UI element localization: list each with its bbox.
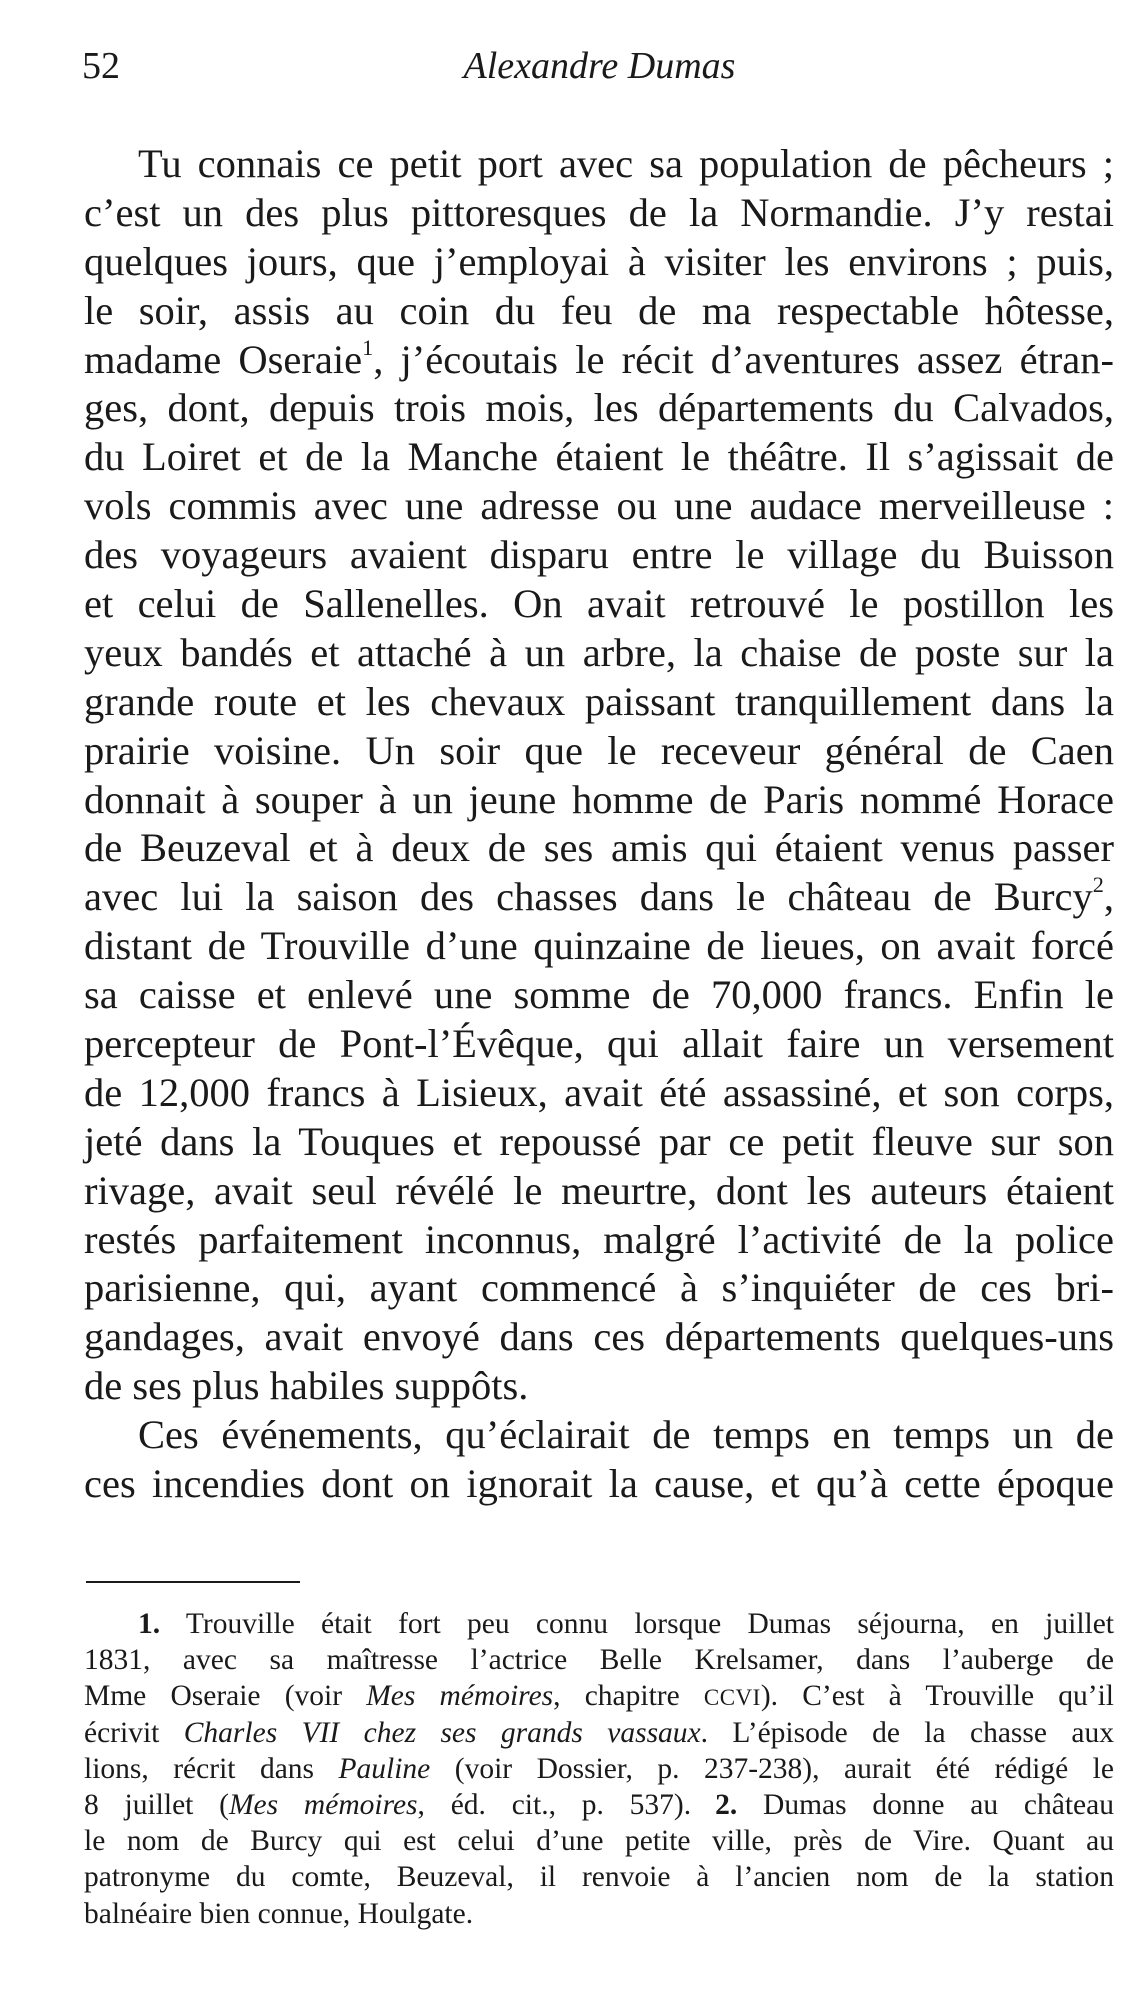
- text-line: quelques jours, que j’employai à visiter les environs ; puis,: [84, 238, 1114, 284]
- footnote-line: 1. Trouville était fort peu connu lorsque Dumas séjourna, en juillet: [138, 1608, 1114, 1640]
- text-line: restés parfaitement inconnus, malgré l’activité de la police: [84, 1216, 1114, 1262]
- text-line: de ses plus habiles suppôts.: [84, 1363, 529, 1409]
- footnote-line: écrivit Charles VII chez ses grands vassaux. L’épisode de la chasse aux: [84, 1716, 1114, 1749]
- footnote-line: le nom de Burcy qui est celui d’une petite ville, près de Vire. Quant au: [84, 1825, 1114, 1858]
- text-line: gandages, avait envoyé dans ces départements quelques-uns: [84, 1314, 1114, 1360]
- footnote-number-2: 2.: [715, 1788, 738, 1821]
- footnote-ref-2[interactable]: 2: [1092, 872, 1104, 898]
- text-line: c’est un des plus pittoresques de la Normandie. J’y restai: [84, 189, 1114, 235]
- footnote-line: 1831, avec sa maîtresse l’actrice Belle Krelsamer, dans l’auberge de: [84, 1644, 1114, 1677]
- footnote-line: patronyme du comte, Beuzeval, il renvoie à l’ancien nom de la station: [84, 1861, 1114, 1894]
- footnote-line: balnéaire bien connue, Houlgate.: [84, 1897, 474, 1930]
- footnote-line: lions, récrit dans Pauline (voir Dossier, p. 237-238), aurait été rédigé le: [84, 1752, 1114, 1785]
- text-line: avec lui la saison des chasses dans le château de Burcy$^2$,: [84, 872, 1114, 920]
- footnote-line: Mme Oseraie (voir Mes mémoires, chapitre CCVI). C’est à Trouville qu’il: [84, 1680, 1114, 1713]
- text-line: de Beuzeval et à deux de ses amis qui étaient venus passer: [84, 825, 1114, 871]
- footnote-number-1: 1.: [138, 1608, 161, 1640]
- text-line: distant de Trouville d’une quinzaine de lieues, on avait forcé: [84, 923, 1114, 969]
- text-line: le soir, assis au coin du feu de ma respectable hôtesse,: [84, 287, 1114, 333]
- text-line: percepteur de Pont-l’Évêque, qui allait faire un versement: [84, 1021, 1114, 1067]
- text-line: prairie voisine. Un soir que le receveur général de Caen: [84, 727, 1114, 773]
- text-line: donnait à souper à un jeune homme de Paris nommé Horace: [84, 776, 1114, 822]
- text-line: sa caisse et enlevé une somme de 70,000 francs. Enfin le: [84, 972, 1114, 1018]
- text-line: jeté dans la Touques et repoussé par ce petit fleuve sur son: [84, 1118, 1114, 1164]
- text-line: ges, dont, depuis trois mois, les départements du Calvados,: [84, 385, 1114, 431]
- text-line: parisienne, qui, ayant commencé à s’inquiéter de ces bri-: [84, 1265, 1114, 1311]
- text-line: des voyageurs avaient disparu entre le village du Buisson: [84, 532, 1114, 578]
- text-line: du Loiret et de la Manche étaient le théâtre. Il s’agissait de: [84, 434, 1114, 480]
- running-head: [82, 38, 1117, 94]
- page-number: 52: [82, 45, 120, 87]
- footnote-divider: [86, 1581, 300, 1583]
- text-line: ces incendies dont on ignorait la cause, et qu’à cette époque: [84, 1461, 1114, 1507]
- text-line: rivage, avait seul révélé le meurtre, dont les auteurs étaient: [84, 1167, 1114, 1213]
- text-line: madame Oseraie$^1$, j’écoutais le récit d’aventures assez étran-: [84, 334, 1114, 382]
- text-line: yeux bandés et attaché à un arbre, la chaise de poste sur la: [84, 629, 1114, 675]
- footnote-line: 8 juillet (Mes mémoires, éd. cit., p. 537). 2. Dumas donne au château: [84, 1788, 1114, 1821]
- footnotes: [84, 1606, 1114, 1932]
- text-line: vols commis avec une adresse ou une audace merveilleuse :: [84, 483, 1114, 529]
- text-line: grande route et les chevaux paissant tranquillement dans la: [84, 678, 1114, 724]
- text-line: Ces événements, qu’éclairait de temps en temps un de: [138, 1412, 1114, 1458]
- main-text: [84, 140, 1114, 1509]
- text-line: Tu connais ce petit port avec sa population de pêcheurs ;: [138, 141, 1114, 186]
- running-title: Alexandre Dumas: [463, 45, 736, 87]
- footnote-ref-1[interactable]: 1: [362, 334, 374, 360]
- text-line: et celui de Sallenelles. On avait retrouvé le postillon les: [84, 581, 1114, 627]
- text-line: de 12,000 francs à Lisieux, avait été assassiné, et son corps,: [84, 1069, 1114, 1115]
